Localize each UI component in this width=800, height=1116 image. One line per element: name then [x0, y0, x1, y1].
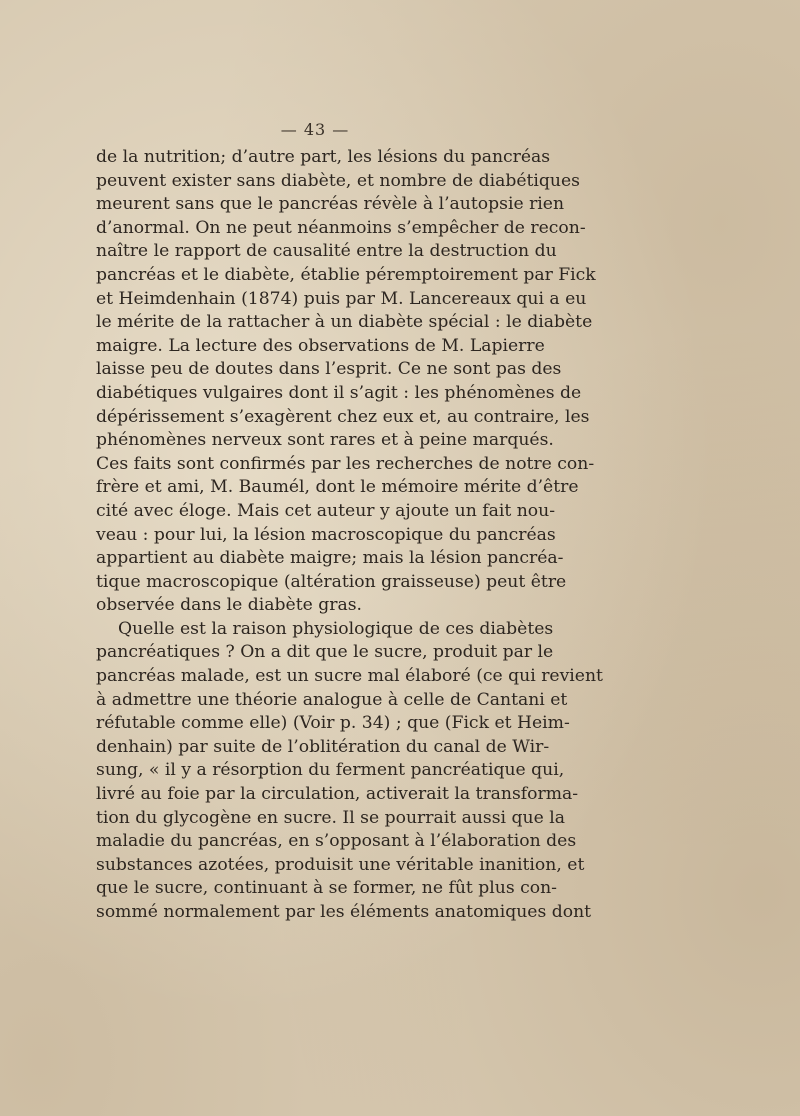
text-line: que le sucre, continuant à se former, ne fût plus con-: [96, 878, 557, 899]
text-line: meurent sans que le pancréas révèle à l’autopsie rien: [96, 194, 565, 215]
body-text: [96, 146, 603, 925]
text-line: cité avec éloge. Mais cet auteur y ajoute un fait nou-: [96, 500, 556, 521]
text-line: maigre. La lecture des observations de M. Lapierre: [96, 335, 545, 356]
text-line: denhain) par suite de l’oblitération du canal de Wir-: [96, 736, 550, 757]
text-line: dépérissement s’exagèrent chez eux et, au contraire, les: [96, 406, 590, 427]
text-line: Quelle est la raison physiologique de ces diabètes: [118, 618, 554, 639]
text-line: livré au foie par la circulation, activerait la transforma-: [96, 784, 579, 805]
text-line: sommé normalement par les éléments anatomiques dont: [96, 902, 592, 922]
text-line: le mérite de la rattacher à un diabète spécial : le diabète: [96, 312, 593, 333]
text-line: Ces faits sont confirmés par les recherches de notre con-: [96, 453, 595, 474]
text-line: peuvent exister sans diabète, et nombre de diabétiques: [96, 170, 580, 191]
text-line: à admettre une théorie analogue à celle de Cantani et: [96, 689, 568, 710]
text-line: d’anormal. On ne peut néanmoins s’empêcher de recon-: [96, 217, 586, 238]
text-line: et Heimdenhain (1874) puis par M. Lancereaux qui a eu: [96, 288, 587, 309]
text-line: tion du glycogène en sucre. Il se pourrait aussi que la: [96, 807, 565, 828]
text-line: réfutable comme elle) (Voir p. 34) ; que (Fick et Heim-: [96, 713, 570, 734]
text-line: maladie du pancréas, en s’opposant à l’élaboration des: [96, 831, 577, 852]
text-line: sung, « il y a résorption du ferment pancréatique qui,: [96, 760, 565, 781]
text-line: veau : pour lui, la lésion macroscopique du pancréas: [96, 524, 556, 545]
text-line: naître le rapport de causalité entre la destruction du: [96, 241, 557, 262]
text-line: pancréas et le diabète, établie péremptoirement par Fick: [96, 264, 596, 285]
text-line: appartient au diabète maigre; mais la lésion pancréa-: [96, 548, 564, 569]
text-line: tique macroscopique (altération graisseuse) peut être: [96, 571, 567, 592]
text-line: pancréatiques ? On a dit que le sucre, produit par le: [96, 642, 554, 663]
text-line: pancréas malade, est un sucre mal élaboré (ce qui revient: [96, 666, 603, 687]
text-line: frère et ami, M. Baumél, dont le mémoire mérite d’être: [96, 477, 579, 498]
text-line: diabétiques vulgaires dont il s’agit : les phénomènes de: [96, 382, 582, 403]
text-line: laisse peu de doutes dans l’esprit. Ce ne sont pas des: [96, 359, 562, 380]
text-line: substances azotées, produisit une véritable inanition, et: [96, 854, 585, 875]
text-line: observée dans le diabète gras.: [96, 595, 363, 616]
text-line: de la nutrition; d’autre part, les lésions du pancréas: [96, 147, 551, 167]
text-line: phénomènes nerveux sont rares et à peine marqués.: [96, 430, 554, 451]
page-number: — 43 —: [280, 120, 350, 139]
